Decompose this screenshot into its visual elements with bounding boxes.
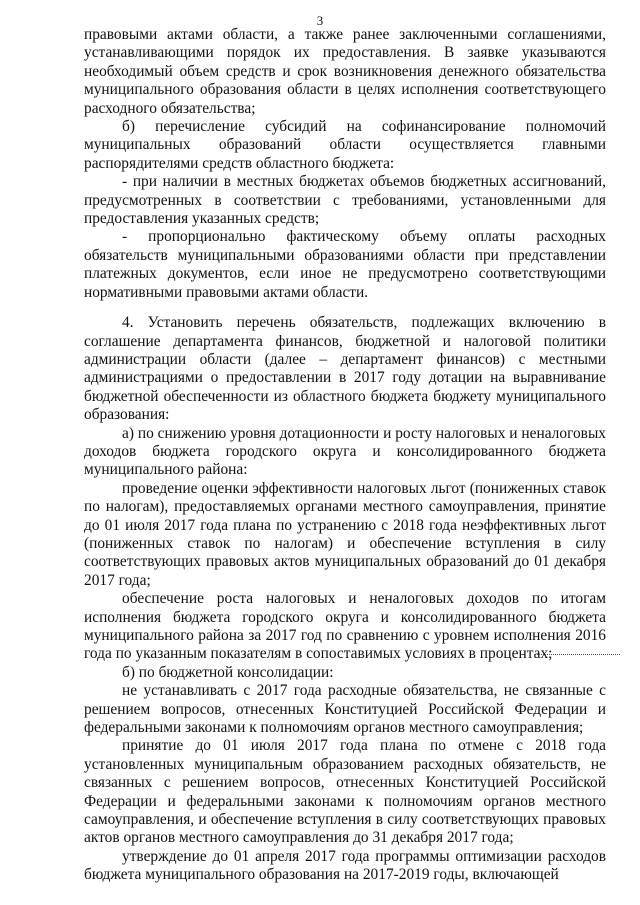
document-body [84,26,606,885]
page-number: 3 [316,13,324,28]
paragraph-item-4: 4. Установить перечень обязательств, подлежащих включению в соглашение департамента финансов, бюджетной и налоговой политики администрации области (далее – департамент финансов) с местными администрациями о предоставлении в 2017 году дотации на выравнивание бюджетной обеспеченности из областного бюджета бюджету муниципального образования: [84,314,606,424]
paragraph-plan-cancellation: принятие до 01 июля 2017 года плана по отмене с 2018 года установленных муниципальным образованием расходных обязательств, не связанных с решением вопросов, отнесенных Конституцией Российской Федерации и федеральными законами к полномочиям органов местного самоуправления, и обеспечение вступления в силу соответствующих правовых актов органов местного самоуправления до 31 декабря 2017 года; [84,737,606,847]
paragraph-subitem-a: а) по снижению уровня дотационности и росту налоговых и неналоговых доходов бюджета городского округа и консолидированного бюджета муниципального района: [84,424,606,479]
paragraph-revenue-growth: обеспечение роста налоговых и неналоговых доходов по итогам исполнения бюджета городского округа и консолидированного бюджета муниципального района за 2017 год по сравнению с уровнем исполнения 2016 года по указанным показателям в сопоставимых условиях в процентах; [84,590,606,663]
paragraph-subsidy-transfer: б) перечисление субсидий на софинансирование полномочий муниципальных образований области осуществляется главными распорядителями средств областного бюджета: [84,118,606,172]
paragraph-tax-benefits: проведение оценки эффективности налоговых льгот (пониженных ставок по налогам), предоставляемых органами местного самоуправления, принятие до 01 июля 2017 года плана по устранению с 2018 года неэффективных льгот (пониженных ставок по налогам) и обеспечение вступления в силу соответствующих правовых актов муниципальных образований до 01 декабря 2017 года; [84,479,606,589]
paragraph-subitem-b: б) по бюджетной консолидации: [122,663,334,681]
paragraph-no-new-obligations: не устанавливать с 2017 года расходные обязательства, не связанные с решением вопросов, отнесенных Конституцией Российской Федерации и федеральными законами к полномочиям органов местного самоуправления; [84,682,606,737]
scan-artifact-line [534,654,620,656]
paragraph-bullet-proportional: - пропорционально фактическому объему оплаты расходных обязательств муниципальными образованиями области при представлении платежных документов, если иное не предусмотрено соответствующими нормативными правовыми актами области. [84,228,606,301]
paragraph-optimization-program: утверждение до 01 апреля 2017 года программы оптимизации расходов бюджета муниципального образования на 2017-2019 годы, включающей [84,847,606,884]
paragraph-continuation: правовыми актами области, а также ранее заключенными соглашениями, устанавливающими порядок их предоставления. В заявке указываются необходимый объем средств и срок возникновения денежного обязательства муниципального образования области в целях исполнения соответствующего расходного обязательства; [84,26,606,117]
paragraph-bullet-local-budgets: - при наличии в местных бюджетах объемов бюджетных ассигнований, предусмотренных в соответствии с требованиями, установленными для предоставления указанных средств; [84,173,606,228]
